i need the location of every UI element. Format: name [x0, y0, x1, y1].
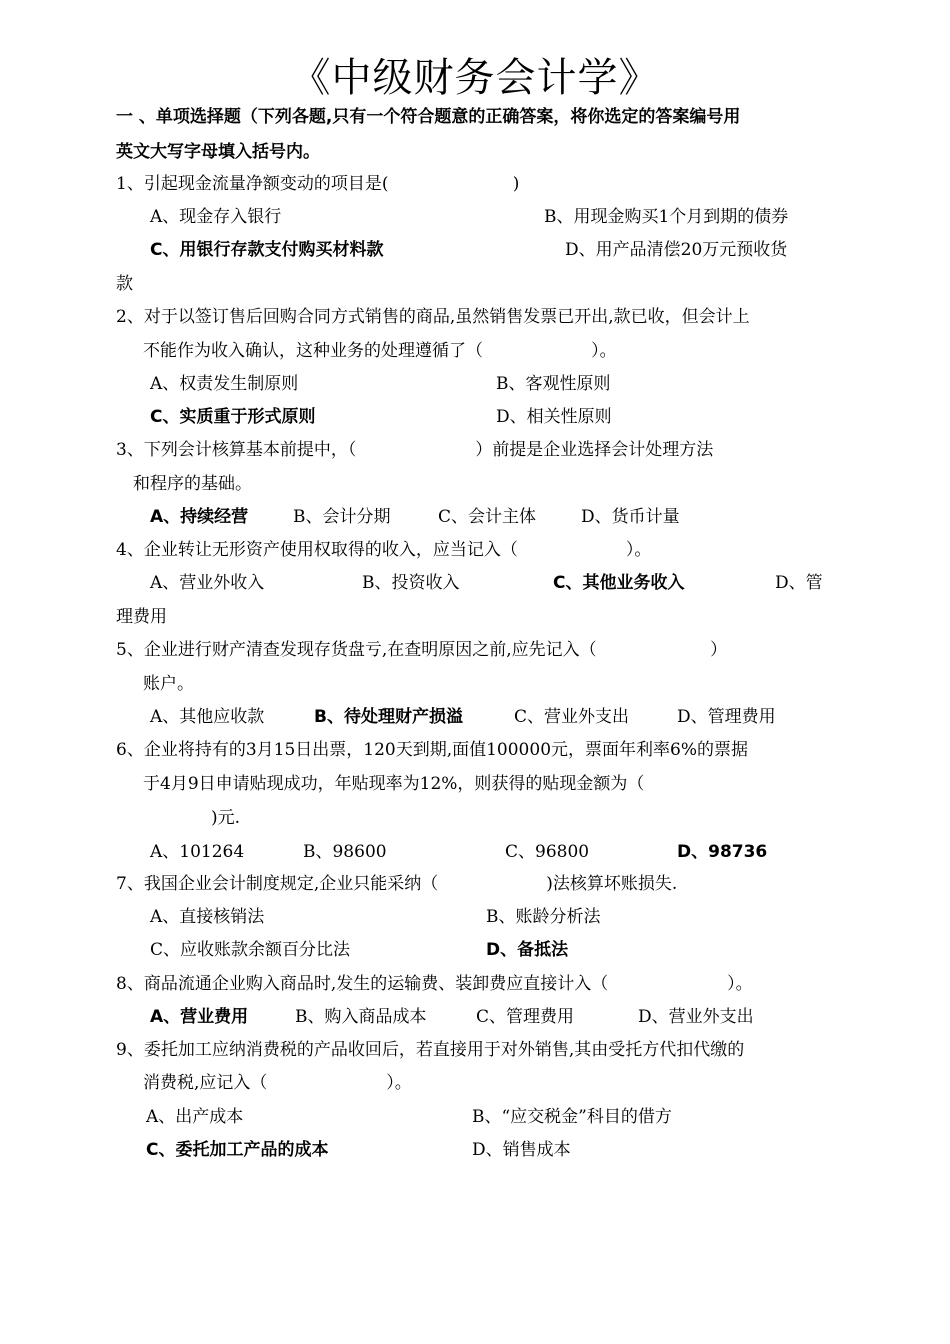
q9-option-d: D、销售成本 — [472, 1140, 571, 1160]
q6-stem-line2: 于4月9日申请贴现成功，年贴现率为12%，则获得的贴现金额为（ — [143, 774, 645, 794]
q4-option-d-wrap: 理费用 — [116, 607, 167, 627]
q2-stem-line2: 不能作为收入确认，这种业务的处理遵循了（ ）。 — [143, 341, 617, 361]
q2-option-c-answer: C、实质重于形式原则 — [150, 407, 316, 427]
q2-option-a: A、权责发生制原则 — [150, 374, 299, 394]
q5-option-c: C、营业外支出 — [514, 707, 630, 727]
q9-option-c-answer: C、委托加工产品的成本 — [146, 1140, 329, 1160]
q1-option-d: D、用产品清偿20万元预收货 — [565, 240, 788, 260]
q8-stem: 8、商品流通企业购入商品时,发生的运输费、装卸费应直接计入（ ）。 — [116, 974, 753, 994]
q2-option-b: B、客观性原则 — [496, 374, 611, 394]
q7-option-a: A、直接核销法 — [150, 907, 265, 927]
q1-option-a: A、现金存入银行 — [150, 207, 282, 227]
q6-stem-line1: 6、企业将持有的3月15日出票，120天到期,面值100000元，票面年利率6%的票据 — [116, 740, 748, 760]
q4-stem: 4、企业转让无形资产使用权取得的收入，应当记入（ ）。 — [116, 540, 652, 560]
q1-option-d-wrap: 款 — [116, 274, 133, 294]
section-heading-line2: 英文大写字母填入括号内。 — [116, 142, 320, 162]
q1-stem: 1、引起现金流量净额变动的项目是( ) — [116, 174, 520, 194]
q9-stem-line2: 消费税,应记入（ ）。 — [143, 1073, 412, 1093]
q1-option-c-answer: C、用银行存款支付购买材料款 — [150, 240, 384, 260]
q7-option-b: B、账龄分析法 — [486, 907, 601, 927]
q6-option-c: C、96800 — [505, 842, 590, 862]
q1-option-b: B、用现金购买1个月到期的债券 — [544, 207, 789, 227]
q4-option-b: B、投资收入 — [362, 573, 460, 593]
q5-stem-line2: 账户。 — [143, 674, 194, 694]
q8-option-b: B、购入商品成本 — [295, 1007, 427, 1027]
q8-option-c: C、管理费用 — [476, 1007, 575, 1027]
q3-stem-line2: 和程序的基础。 — [133, 474, 252, 494]
q3-stem-line1: 3、下列会计核算基本前提中，（ ）前提是企业选择会计处理方法 — [116, 440, 714, 460]
q7-option-d-answer: D、备抵法 — [486, 940, 569, 960]
q6-option-b: B、98600 — [303, 842, 387, 862]
q3-option-d: D、货币计量 — [581, 507, 680, 527]
q3-option-c: C、会计主体 — [438, 507, 537, 527]
section-heading-line1: 一 、单项选择题（下列各题,只有一个符合题意的正确答案，将你选定的答案编号用 — [116, 107, 741, 127]
q4-option-a: A、营业外收入 — [150, 573, 265, 593]
q4-option-c-answer: C、其他业务收入 — [553, 573, 685, 593]
q9-stem-line1: 9、委托加工应纳消费税的产品收回后，若直接用于对外销售,其由受托方代扣代缴的 — [116, 1040, 745, 1060]
q4-option-d: D、管 — [775, 573, 823, 593]
q7-option-c: C、应收账款余额百分比法 — [150, 940, 351, 960]
q9-option-a: A、出产成本 — [146, 1107, 244, 1127]
q5-option-b-answer: B、待处理财产损溢 — [314, 707, 463, 727]
q9-option-b: B、“应交税金”科目的借方 — [472, 1107, 672, 1127]
q5-stem-line1: 5、企业进行财产清查发现存货盘亏,在查明原因之前,应先记入（ ） — [116, 640, 728, 660]
q2-option-d: D、相关性原则 — [496, 407, 612, 427]
q3-option-b: B、会计分期 — [293, 507, 391, 527]
q3-option-a-answer: A、持续经营 — [150, 507, 249, 527]
q7-stem: 7、我国企业会计制度规定,企业只能采纳（ )法核算坏账损失. — [116, 874, 678, 894]
q6-option-a: A、101264 — [150, 842, 245, 862]
q8-option-a-answer: A、营业费用 — [150, 1007, 249, 1027]
document-title: 《中级财务会计学》 — [290, 55, 660, 101]
q5-option-d: D、管理费用 — [677, 707, 776, 727]
q8-option-d: D、营业外支出 — [638, 1007, 754, 1027]
q6-option-d-answer: D、98736 — [677, 842, 768, 862]
q2-stem-line1: 2、对于以签订售后回购合同方式销售的商品,虽然销售发票已开出,款已收，但会计上 — [116, 307, 750, 327]
q5-option-a: A、其他应收款 — [150, 707, 265, 727]
q6-stem-line3: )元. — [211, 808, 241, 828]
